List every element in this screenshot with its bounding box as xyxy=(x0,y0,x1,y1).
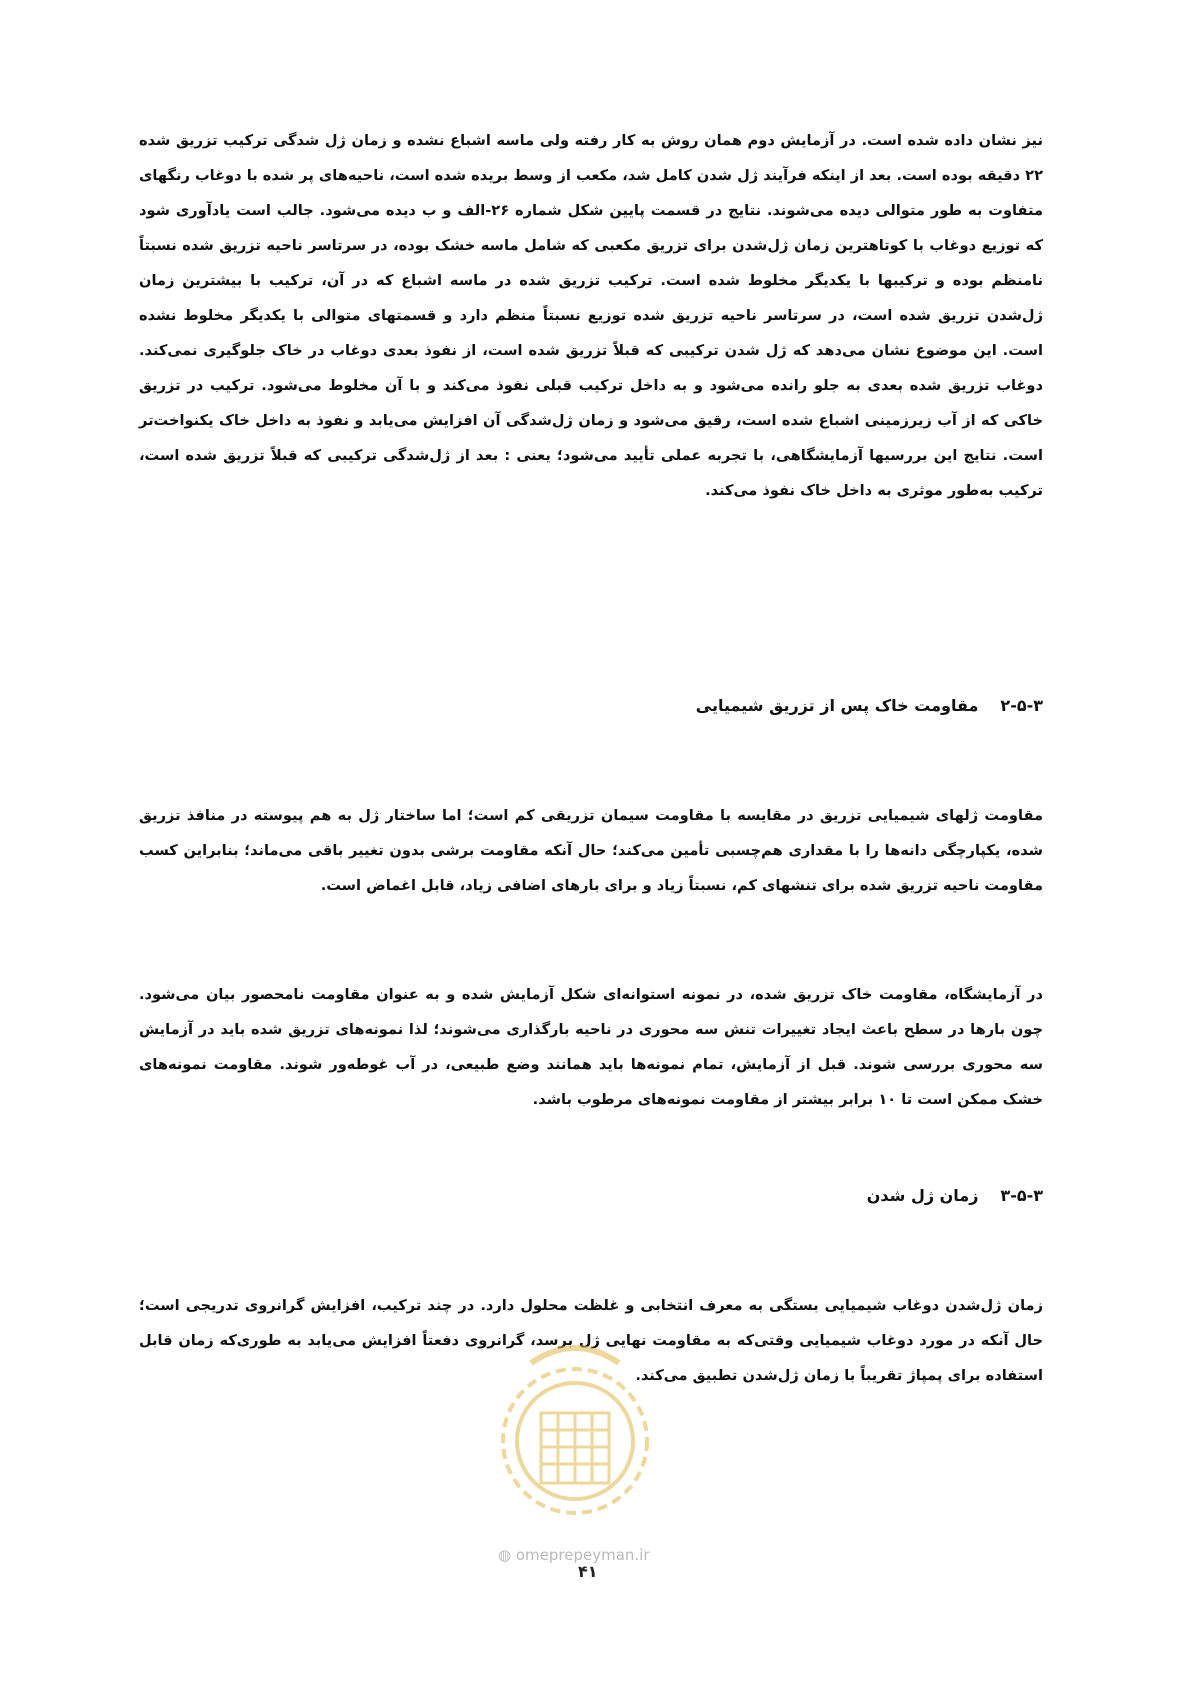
paragraph-gel-time: زمان ژل‌شدن دوغاب شیمیایی بستگی به معرف انتخابی و غلظت محلول دارد. در چند ترکیب، افزایش گرانروی تدریجی است؛ حال آنکه در مورد دوغاب شیمیایی وقتی‌که به مقاومت نهایی ژل برسد، گرانروی دفعتاً افزایش می‌یابد به طوری‌که زمان قابل استفاده برای پمپاژ تقریباً با زمان ژل‌شدن تطبیق می‌کند. xyxy=(139,1297,1043,1384)
section-title: زمان ژل شدن xyxy=(866,1186,979,1205)
watermark-site: ◍ omeprepeyman.ir xyxy=(498,1546,650,1564)
section-heading-gel-time xyxy=(867,1186,1043,1205)
section-title: مقاومت خاک پس از تزریق شیمیایی xyxy=(695,696,979,715)
page-number: ۴۱ xyxy=(578,1562,598,1581)
section-number: ۲-۵-۳ xyxy=(1000,696,1043,715)
paragraph-lab-strength-testing: در آزمایشگاه، مقاومت خاک تزریق شده، در نمونه استوانه‌ای شکل آزمایش شده و به عنوان مقاومت نامحصور بیان می‌شود. چون بارها در سطح باعث ایجاد تغییرات تنش سه محوری در ناحیه بارگذاری می‌شوند؛ لذا نمونه‌های تزریق شده باید در آزمایش سه محوری بررسی شوند. قبل از آزمایش، تمام نمونه‌ها باید همانند وضع طبیعی، در آب غوطه‌ور شوند. مقاومت نمونه‌های خشک ممکن است تا ۱۰ برابر بیشتر از مقاومت نمونه‌های مرطوب باشد. xyxy=(139,986,1043,1108)
section-number: ۳-۵-۳ xyxy=(1000,1186,1043,1205)
paragraph-gel-strength: مقاومت ژلهای شیمیایی تزریق در مقایسه با مقاومت سیمان تزریقی کم است؛ اما ساختار ژل به هم پیوسته در منافذ تزریق شده، یکپارچگی دانه‌ها را با مقداری هم‌چسبی تأمین می‌کند؛ حال آنکه مقاومت برشی بدون تغییر باقی می‌ماند؛ بنابراین کسب مقاومت ناحیه تزریق شده برای تنشهای کم، نسبتاً زیاد و برای بارهای اضافی زیاد، قابل اغماض است. xyxy=(139,807,1043,894)
watermark-globe-icon: ◍ xyxy=(498,1546,512,1564)
watermark-logo-icon xyxy=(491,1333,659,1533)
paragraph-gelation-test-results: نیز نشان داده شده است. در آزمایش دوم همان روش به کار رفته ولی ماسه اشباع نشده و زمان ژل شدگی ترکیب تزریق شده ۲۲ دقیقه بوده است. بعد از اینکه فرآیند ژل شدن کامل شد، مکعب از وسط بریده شده است، ناحیه‌های پر شده با دوغاب رنگهای متفاوت به طور متوالی دیده می‌شوند. نتایج در قسمت پایین شکل شماره ۲۶-الف و ب دیده می‌شود. جالب است یادآوری شود که توزیع دوغاب با کوتاهترین زمان ژل‌شدن برای تزریق مکعبی که شامل ماسه خشک بوده، در سرتاسر ناحیه تزریق شده نسبتاً نامنظم بوده و ترکیبها با یکدیگر مخلوط شده است. ترکیب تزریق شده در ماسه اشباع که در آن، ترکیب با بیشترین زمان ژل‌شدن تزریق شده است، در سرتاسر ناحیه تزریق شده توزیع نسبتاً منظم دارد و قسمتهای متوالی با یکدیگر مخلوط نشده است. این موضوع نشان می‌دهد که ژل شدن ترکیبی که قبلاً تزریق شده است، از نفوذ بعدی دوغاب در خاک جلوگیری نمی‌کند. دوغاب تزریق شده بعدی به جلو رانده می‌شود و به داخل ترکیب قبلی نفوذ می‌کند و با آن مخلوط می‌شود. ترکیب در تزریق خاکی که از آب زیرزمینی اشباع شده است، رقیق می‌شود و زمان ژل‌شدگی آن افزایش می‌یابد و نفوذ به داخل خاک یکنواخت‌تر است. نتایج این بررسیها آزمایشگاهی، با تجربه عملی تأیید می‌شود؛ یعنی : بعد از ژل‌شدگی ترکیبی که قبلاً تزریق شده است، ترکیب به‌طور موثری به داخل خاک نفوذ می‌کند. xyxy=(139,132,1043,499)
section-heading-soil-strength xyxy=(696,696,1043,715)
